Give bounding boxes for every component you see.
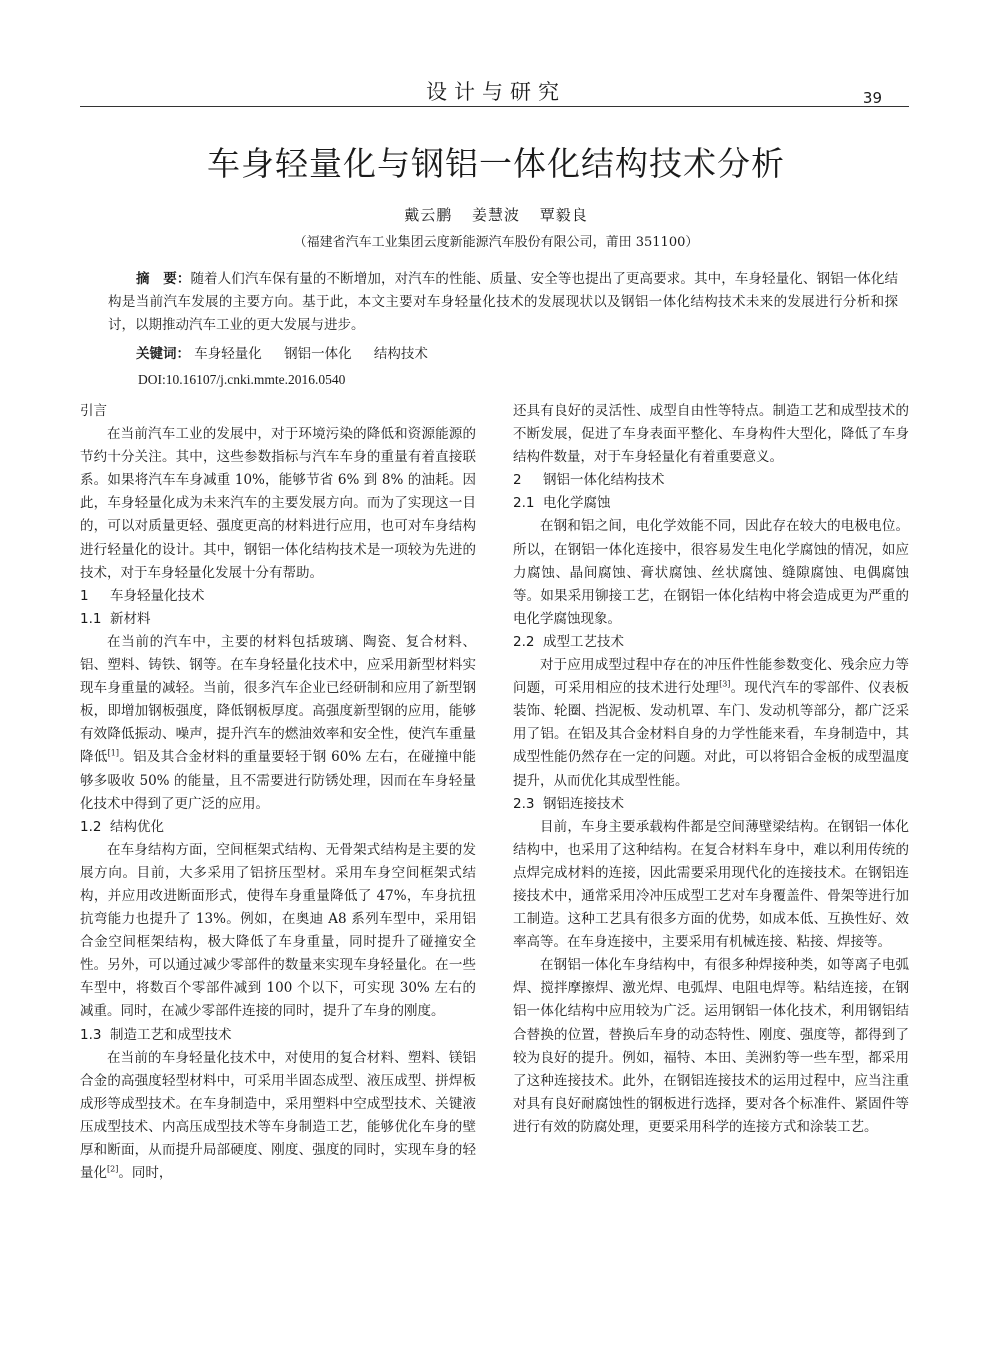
keyword-item: 结构技术 (373, 346, 428, 362)
paragraph-text: 对于应用成型过程中存在的冲压件性能参数变化、残余应力等问题，可采用相应的技术进行处理 (513, 657, 909, 697)
right-column (513, 400, 909, 1139)
header-rule (80, 106, 909, 107)
paragraph-text: 。铝及其合金材料的重量要轻于钢 60% 左右，在碰撞中能够多吸收 50% 的能量，且不需要进行防锈处理，因而在车身轻量化技术中得到了更广泛的应用。 (80, 749, 477, 812)
section-title: 钢铝一体化结构技术 (543, 472, 665, 489)
section-title: 新材料 (110, 610, 151, 627)
keyword-item: 钢铝一体化 (284, 346, 352, 362)
section-number: 2 (513, 472, 522, 489)
authors: 戴云鹏 姜慧波 覃毅良 (404, 206, 588, 224)
paragraph-2-3-a: 目前，车身主要承载构件都是空间薄壁梁结构。在钢铝一体化结构中，也采用了这种结构。在复合材料车身中，难以利用传统的点焊完成材料的连接，因此需要采用现代化的连接技术。在钢铝连接技术中，通常采用冷冲压成型工艺对车身覆盖件、骨架等进行加工制造。这种工艺具有很多方面的优势，如成本低、互换性好、效率高等。在车身连接中，主要采用有机械连接、粘接、焊接等。 (513, 818, 909, 951)
left-column (80, 400, 476, 1185)
citation-marker[interactable]: [1] (107, 748, 119, 758)
abstract (108, 268, 898, 337)
section-heading-2-1 (513, 492, 909, 515)
section-heading-1 (80, 585, 476, 608)
paragraph-2-2 (513, 654, 909, 793)
section-title: 成型工艺技术 (543, 633, 624, 650)
page-number: 39 (862, 89, 882, 107)
section-heading-2-2 (513, 631, 909, 654)
section-title: 钢铝连接技术 (543, 795, 624, 812)
continued-paragraph: 还具有良好的灵活性、成型自由性等特点。制造工艺和成型技术的不断发展，促进了车身表面平整化、车身构件大型化，降低了车身结构件数量，对于车身轻量化有着重要意义。 (513, 403, 909, 466)
doi: DOI:10.16107/j.cnki.mmte.2016.0540 (138, 372, 346, 387)
section-title: 制造工艺和成型技术 (110, 1026, 232, 1043)
section-heading-1-3 (80, 1024, 476, 1047)
abstract-label: 摘 要： (136, 271, 191, 287)
section-title: 车身轻量化技术 (110, 587, 205, 604)
keywords (136, 342, 446, 362)
intro-paragraph: 在当前汽车工业的发展中，对于环境污染的降低和资源能源的节约十分关注。其中，这些参数指标与汽车车身的重量有着直接联系。如果将汽车车身减重 10%，能够节省 6% 到 8% 的油耗。因此，车身轻量化成为未来汽车的主要发展方向。而为了实现这一目的，可以对质量更轻、强度更高的材料进行应用，也可对车身结构进行轻量化的设计。其中，钢铝一体化结构技术是一项较为先进的技术，对于车身轻量化发展十分有帮助。 (80, 426, 476, 581)
section-heading-1-2 (80, 816, 476, 839)
paragraph-text: 。现代汽车的零部件、仪表板装饰、轮圈、挡泥板、发动机罩、车门、发动机等部分，都广泛采用了铝。在铝及其合金材料自身的力学性能来看，车身制造中，其成型性能仍然存在一定的问题。对此，可以将铝合金板的成型温度提升，从而优化其成型性能。 (513, 680, 910, 789)
section-heading-2 (513, 469, 909, 492)
paragraph-text: 在当前的汽车中，主要的材料包括玻璃、陶瓷、复合材料、铝、塑料、铸铁、钢等。在车身轻量化技术中，应采用新型材料实现车身重量的减轻。当前，很多汽车企业已经研制和应用了新型钢板，即增加钢板强度，降低钢板厚度。高强度新型钢的应用，能够有效降低振动、噪声，提升汽车的燃油效率和安全性，使汽车重量降低 (80, 633, 476, 766)
paragraph-2-1: 在钢和铝之间，电化学效能不同，因此存在较大的电极电位。所以，在钢铝一体化连接中，很容易发生电化学腐蚀的情况，如应力腐蚀、晶间腐蚀、膏状腐蚀、丝状腐蚀、缝隙腐蚀、电偶腐蚀等。如果采用铆接工艺，在钢铝一体化结构中将会造成更为严重的电化学腐蚀现象。 (513, 518, 909, 627)
section-number: 2.3 (513, 795, 535, 812)
section-number: 2.1 (513, 495, 535, 512)
paragraph-2-3-b: 在钢铝一体化车身结构中，有很多种焊接种类，如等离子电弧焊、搅拌摩擦焊、激光焊、电弧焊、电阻电焊等。粘结连接，在钢铝一体化结构中应用较为广泛。运用钢铝一体化技术，利用钢铝结合替换的位置，替换后车身的动态特性、刚度、强度等，都得到了较为良好的提升。例如，福特、本田、美洲豹等一些车型，都采用了这种连接技术。此外，在钢铝连接技术的运用过程中，应当注重对具有良好耐腐蚀性的钢板进行选择，要对各个标准件、紧固件等进行有效的防腐处理，更要采用科学的连接方式和涂装工艺。 (513, 957, 909, 1135)
section-heading-2-3 (513, 793, 909, 816)
paragraph-1-1 (80, 631, 476, 816)
section-number: 1.1 (80, 610, 102, 627)
paragraph-text: 在当前的车身轻量化技术中，对使用的复合材料、塑料、镁铝合金的高强度轻型材料中，可采用半固态成型、液压成型、拼焊板成形等成型技术。在车身制造中，采用塑料中空成型技术、关键液压成型技术、内高压成型技术等车身制造工艺，能够优化车身的壁厚和断面，从而提升局部硬度、刚度、强度的同时，实现车身的轻量化 (80, 1049, 476, 1182)
journal-section-title: 设计与研究 (426, 80, 566, 104)
keywords-label: 关键词： (136, 346, 190, 362)
section-number: 1 (80, 587, 89, 604)
abstract-text: 随着人们汽车保有量的不断增加，对汽车的性能、质量、安全等也提出了更高要求。其中，车身轻量化、钢铝一体化结构是当前汽车发展的主要方向。基于此，本文主要对车身轻量化技术的发展现状以及钢铝一体化结构技术未来的发展进行分析和探讨，以期推动汽车工业的更大发展与进步。 (108, 271, 898, 333)
section-heading-1-1 (80, 608, 476, 631)
paragraph-1-3 (80, 1047, 476, 1186)
section-number: 2.2 (513, 633, 535, 650)
paper-title: 车身轻量化与钢铝一体化结构技术分析 (207, 144, 785, 183)
intro-heading: 引言 (80, 403, 107, 419)
citation-marker[interactable]: [3] (719, 679, 731, 689)
section-title: 结构优化 (110, 818, 164, 835)
section-title: 电化学腐蚀 (543, 495, 611, 512)
citation-marker[interactable]: [2] (107, 1164, 119, 1174)
paragraph-text: 。同时， (118, 1165, 173, 1182)
section-number: 1.2 (80, 818, 102, 835)
section-number: 1.3 (80, 1026, 102, 1043)
paragraph-1-2: 在车身结构方面，空间框架式结构、无骨架式结构是主要的发展方向。目前，大多采用了铝挤压型材。采用车身空间框架式结构，并应用改进断面形式，使得车身重量降低了 47%，车身抗扭抗弯能力也提升了 13%。例如，在奥迪 A8 系列车型中，采用铝合金空间框架结构，极大降低了车身重量，同时提升了碰撞安全性。另外，可以通过减少零部件的数量来实现车身轻量化。在一些车型中，将数百个零部件减到 100 个以下，可实现 30% 左右的减重。同时，在减少零部件连接的同时，提升了车身的刚度。 (80, 841, 476, 1020)
affiliation: （福建省汽车工业集团云度新能源汽车股份有限公司，莆田 351100） (293, 235, 699, 250)
keyword-item: 车身轻量化 (194, 346, 262, 362)
